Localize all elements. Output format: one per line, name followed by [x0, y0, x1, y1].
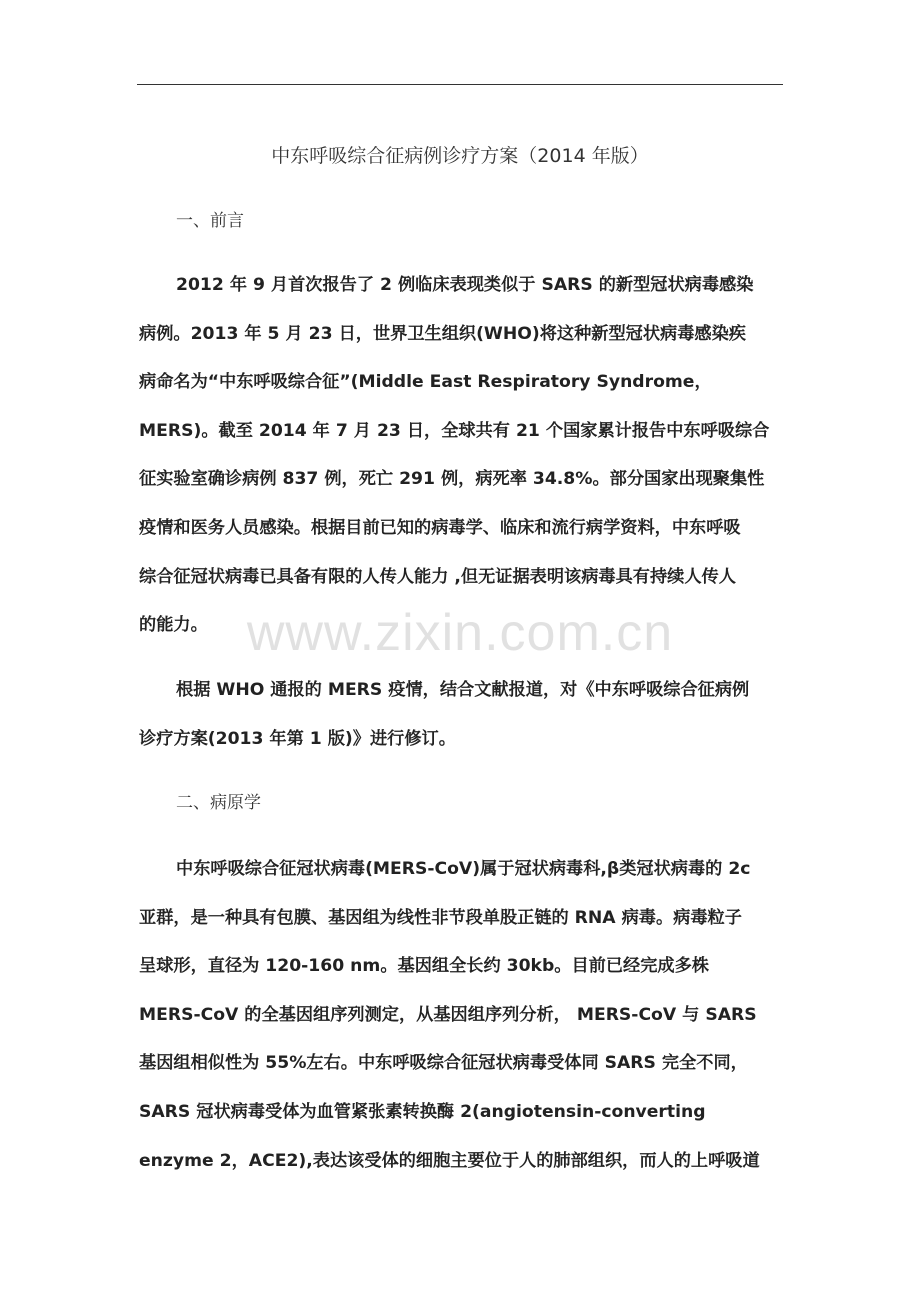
- text-line: 征实验室确诊病例 837 例，死亡 291 例，病死率 34.8%。部分国家出现聚集性: [139, 469, 765, 490]
- text-line: 中东呼吸综合征冠状病毒(MERS-CoV)属于冠状病毒科,β类冠状病毒的 2c: [176, 859, 751, 879]
- paragraph-etiology-1: [139, 855, 785, 1195]
- text-line: 呈球形，直径为 120-160 nm。基因组全长约 30kb。目前已经完成多株: [139, 956, 709, 977]
- text-line: 病例。2013 年 5 月 23 日，世界卫生组织(WHO)将这种新型冠状病毒感染疾: [139, 323, 746, 344]
- text-line: 基因组相似性为 55%左右。中东呼吸综合征冠状病毒受体同 SARS 完全不同，: [139, 1053, 748, 1074]
- section-heading-etiology: 二、病原学: [176, 793, 261, 813]
- text-line: MERS)。截至 2014 年 7 月 23 日，全球共有 21 个国家累计报告中东呼吸综合: [139, 420, 770, 441]
- text-line: 根据 WHO 通报的 MERS 疫情，结合文献报道，对《中东呼吸综合征病例: [176, 680, 750, 700]
- watermark: www.zixin.com.cn: [246, 604, 674, 662]
- header-rule: [137, 84, 783, 85]
- paragraph-foreword-2: [139, 676, 785, 773]
- text-line: 综合征冠状病毒已具备有限的人传人能力 ,但无证据表明该病毒具有持续人传人: [139, 566, 736, 587]
- text-line: enzyme 2，ACE2),表达该受体的细胞主要位于人的肺部组织，而人的上呼吸道: [139, 1150, 760, 1171]
- text-line: 2012 年 9 月首次报告了 2 例临床表现类似于 SARS 的新型冠状病毒感染: [176, 275, 754, 295]
- document-title: 中东呼吸综合征病例诊疗方案（2014 年版）: [271, 145, 649, 167]
- section-heading-foreword: 一、前言: [176, 211, 244, 231]
- paragraph-foreword-1: [139, 271, 785, 660]
- text-line: 疫情和医务人员感染。根据目前已知的病毒学、临床和流行病学资料，中东呼吸: [139, 517, 741, 538]
- text-line: SARS 冠状病毒受体为血管紧张素转换酶 2(angiotensin-converting: [139, 1101, 706, 1122]
- text-line: MERS-CoV 的全基因组序列测定，从基因组序列分析， MERS-CoV 与 SARS: [139, 1004, 757, 1025]
- text-line: 诊疗方案(2013 年第 1 版)》进行修订。: [139, 728, 456, 749]
- text-line: 病命名为“中东呼吸综合征”(Middle East Respiratory Syndrome，: [139, 372, 712, 393]
- text-line: 亚群，是一种具有包膜、基因组为线性非节段单股正链的 RNA 病毒。病毒粒子: [139, 907, 742, 928]
- text-line: 的能力。: [139, 615, 208, 636]
